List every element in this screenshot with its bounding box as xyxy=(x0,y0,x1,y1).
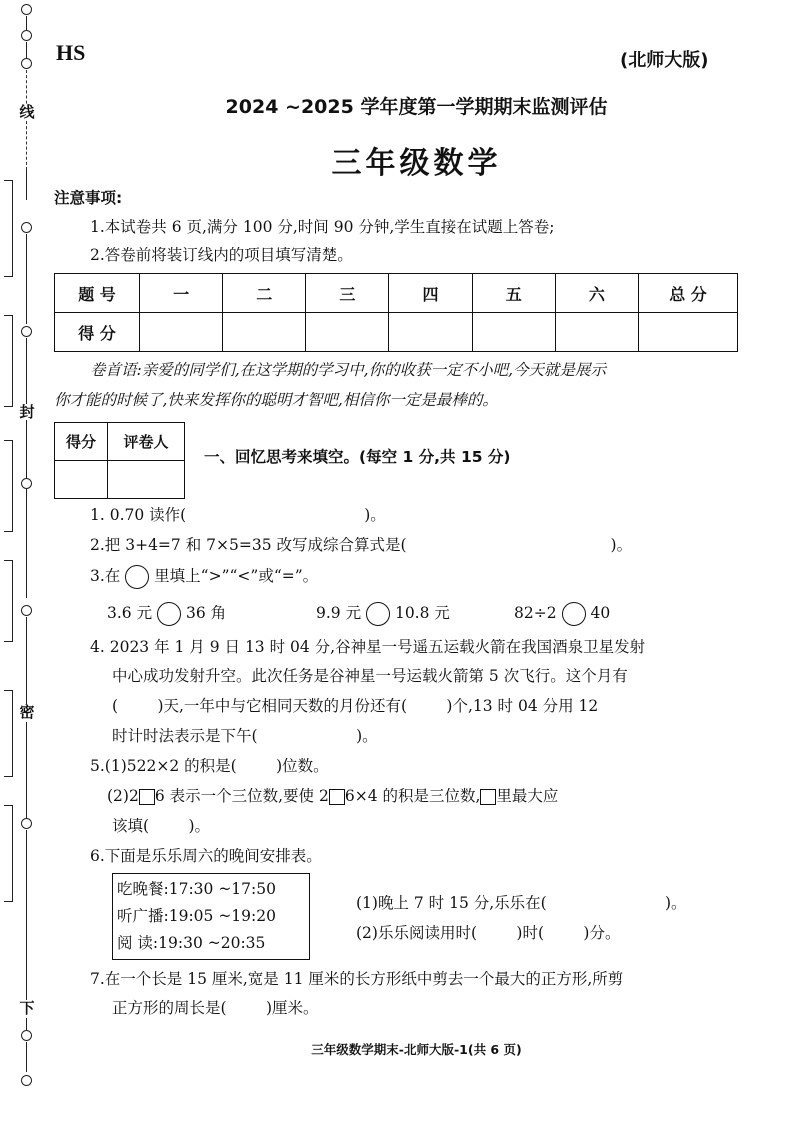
q5-text: (2)2 xyxy=(107,787,139,805)
schedule-item: 听广播:19:05 ~19:20 xyxy=(117,907,276,925)
section-title: 一、回忆思考来填空。(每空 1 分,共 15 分) xyxy=(204,448,511,466)
q3-left-value: 9.9 元 xyxy=(316,604,362,622)
question-1 xyxy=(90,505,386,525)
schedule-item: 阅 读:19:30 ~20:35 xyxy=(117,934,266,952)
q6-sub2[interactable]: (2)乐乐阅读用时( )时( )分。 xyxy=(356,924,621,942)
q5-part2-blank[interactable]: 该填( )。 xyxy=(112,817,211,835)
exam-code: HS xyxy=(56,40,86,65)
binding-bracket xyxy=(4,560,13,642)
binding-bracket xyxy=(4,315,13,407)
compare-circle-answer[interactable] xyxy=(366,602,390,626)
score-cell[interactable] xyxy=(140,313,223,352)
binding-line xyxy=(26,234,27,324)
binding-bracket xyxy=(4,440,13,532)
column-header: 四 xyxy=(389,274,472,313)
binding-hole xyxy=(21,478,32,489)
binding-line xyxy=(26,722,27,822)
grader-score-cell[interactable] xyxy=(55,461,108,499)
question-3 xyxy=(90,565,318,589)
q3-compare-2 xyxy=(316,602,450,626)
binding-hole xyxy=(21,222,32,233)
column-header: 三 xyxy=(306,274,389,313)
binding-char-feng: 封 xyxy=(19,403,35,421)
binding-hole xyxy=(21,605,32,616)
q4-line: 4. 2023 年 1 月 9 日 13 时 04 分,谷神星一号遥五运载火箭在我国酒泉卫星发射 xyxy=(90,638,646,656)
binding-char-xia: 下 xyxy=(19,999,35,1017)
q3-right-value: 36 角 xyxy=(185,604,227,622)
q5-text: 里最大应 xyxy=(496,787,559,805)
score-cell[interactable] xyxy=(389,313,472,352)
score-cell[interactable] xyxy=(306,313,389,352)
binding-char-xian: 线 xyxy=(19,103,35,121)
score-table-header-row xyxy=(55,274,738,313)
notes-heading: 注意事项: xyxy=(54,189,123,207)
edition-label: (北师大版) xyxy=(620,50,709,71)
column-header: 五 xyxy=(472,274,555,313)
binding-char-mi: 密 xyxy=(19,703,35,721)
q3-right-value: 10.8 元 xyxy=(394,604,450,622)
page-footer: 三年级数学期末-北师大版-1(共 6 页) xyxy=(311,1042,522,1057)
q7-line: 7.在一个长是 15 厘米,宽是 11 厘米的长方形纸中剪去一个最大的正方形,所剪 xyxy=(90,970,624,988)
q2-text-end: )。 xyxy=(610,536,633,554)
column-header: 一 xyxy=(140,274,223,313)
binding-hole xyxy=(21,4,32,15)
binding-hole xyxy=(21,326,32,337)
score-table-score-row xyxy=(55,313,738,352)
digit-box[interactable] xyxy=(139,789,155,805)
binding-line xyxy=(26,617,27,707)
q3-right-value: 40 xyxy=(590,604,611,622)
binding-line xyxy=(26,338,27,598)
binding-line xyxy=(26,16,27,30)
question-2 xyxy=(90,535,632,555)
binding-hole xyxy=(21,58,32,69)
subject-title: 三年级数学 xyxy=(331,146,502,181)
q2-text: 2.把 3+4=7 和 7×5=35 改写成综合算式是( xyxy=(90,536,407,554)
score-cell[interactable] xyxy=(223,313,306,352)
binding-bracket xyxy=(4,180,13,277)
grader-reviewer-label: 评卷人 xyxy=(107,423,184,461)
compare-circle-answer[interactable] xyxy=(157,602,181,626)
q5-text: 6 表示一个三位数,要使 2 xyxy=(154,787,329,805)
note-item: 1.本试卷共 6 页,满分 100 分,时间 90 分钟,学生直接在试题上答卷; xyxy=(90,218,555,236)
binding-hole xyxy=(21,30,32,41)
grader-reviewer-cell[interactable] xyxy=(107,461,184,499)
q6-title: 6.下面是乐乐周六的晚间安排表。 xyxy=(90,847,322,865)
compare-circle xyxy=(125,565,149,589)
row-header-label: 题 号 xyxy=(55,274,140,313)
score-row-label: 得 分 xyxy=(55,313,140,352)
q4-line-blanks[interactable]: ( )天,一年中与它相同天数的月份还有( )个,13 时 04 分用 12 xyxy=(112,697,599,715)
q1-text: 1. 0.70 读作( xyxy=(90,506,187,524)
q3-compare-1 xyxy=(107,602,226,626)
q7-line-blank[interactable]: 正方形的周长是( )厘米。 xyxy=(112,999,319,1017)
note-item: 2.答卷前将装订线内的项目填写清楚。 xyxy=(90,246,353,264)
score-table xyxy=(54,273,738,352)
q3-compare-3 xyxy=(514,602,610,626)
q5-part2 xyxy=(107,786,558,806)
q3-text-end: 里填上“>”“<”或“=”。 xyxy=(154,567,319,585)
score-cell-total[interactable] xyxy=(639,313,738,352)
column-header-total: 总 分 xyxy=(639,274,738,313)
q4-line-blank[interactable]: 时计时法表示是下午( )。 xyxy=(112,727,378,745)
digit-box xyxy=(480,789,496,805)
digit-box[interactable] xyxy=(329,789,345,805)
q5-part1[interactable]: 5.(1)522×2 的积是( )位数。 xyxy=(90,757,329,775)
intro-line: 卷首语:亲爱的同学们,在这学期的学习中,你的收获一定不小吧,今天就是展示 xyxy=(90,361,607,379)
compare-circle-answer[interactable] xyxy=(562,602,586,626)
grader-table xyxy=(54,422,185,499)
schedule-box xyxy=(112,873,310,960)
binding-line xyxy=(26,830,27,1000)
q4-line: 中心成功发射升空。此次任务是谷神星一号运载火箭第 5 次飞行。这个月有 xyxy=(112,667,628,685)
binding-line xyxy=(26,1018,27,1030)
q3-left-value: 3.6 元 xyxy=(107,604,153,622)
grader-score-label: 得分 xyxy=(55,423,108,461)
schedule-item: 吃晚餐:17:30 ~17:50 xyxy=(117,880,276,898)
q6-sub1[interactable]: (1)晚上 7 时 15 分,乐乐在( )。 xyxy=(356,894,687,912)
score-cell[interactable] xyxy=(472,313,555,352)
q3-left-value: 82÷2 xyxy=(514,604,557,622)
exam-title: 2024 ~2025 学年度第一学期期末监测评估 xyxy=(225,96,608,118)
intro-line: 你才能的时候了,快来发挥你的聪明才智吧,相信你一定是最棒的。 xyxy=(54,391,498,409)
binding-bracket xyxy=(4,805,13,902)
binding-hole xyxy=(21,1075,32,1086)
binding-bracket xyxy=(4,690,13,777)
q1-text-end: )。 xyxy=(364,506,386,524)
column-header: 二 xyxy=(223,274,306,313)
column-header: 六 xyxy=(555,274,638,313)
q3-text: 3.在 xyxy=(90,567,121,585)
binding-hole xyxy=(21,818,32,829)
score-cell[interactable] xyxy=(555,313,638,352)
q5-text: 6×4 的积是三位数, xyxy=(344,787,481,805)
